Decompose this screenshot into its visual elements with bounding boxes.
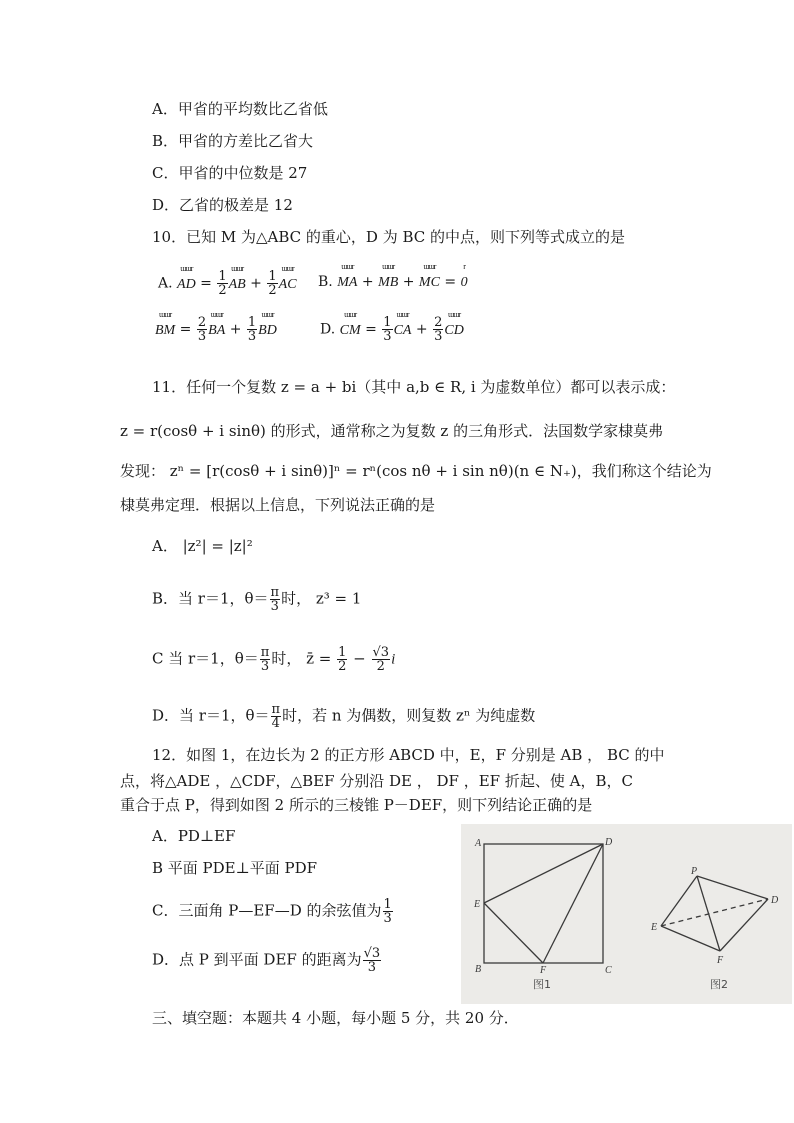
fig2-label-e: E xyxy=(651,922,658,933)
q9-option-b: B．甲省的方差比乙省大 xyxy=(152,132,314,150)
q12-stem-line1: 12．如图 1，在边长为 2 的正方形 ABCD 中，E，F 分别是 AB ， BC 的中 xyxy=(152,746,665,764)
q9-option-d: D．乙省的极差是 12 xyxy=(152,196,293,214)
fig1-line-ed xyxy=(484,844,603,903)
q10-stem: 10．已知 M 为△ABC 的重心，D 为 BC 的中点，则下列等式成立的是 xyxy=(152,228,626,246)
q9-option-a: A．甲省的平均数比乙省低 xyxy=(152,100,328,118)
q12-stem-line3: 重合于点 P，得到如图 2 所示的三棱锥 P－DEF，则下列结论正确的是 xyxy=(120,796,593,814)
fig1-caption: 图1 xyxy=(533,978,551,991)
fig1-label-d: D xyxy=(605,837,613,848)
fig2-line-pd xyxy=(697,876,768,899)
q11-option-b: B．当 r＝1，θ＝ $\frac{\pi}{3}$ 时， z³ = 1 xyxy=(152,585,362,614)
q11-option-d: D．当 r＝1，θ＝ $\frac{\pi}{4}$ 时，若 n 为偶数，则复数 zⁿ 为纯虚数 xyxy=(152,702,536,731)
q11-stem-line3: 发现： zⁿ = [r(cosθ + i sinθ)]ⁿ = rⁿ(cos nθ + i sin nθ)(n ∈ N₊)，我们称这个结论为 xyxy=(120,462,712,480)
q11-stem-line4: 棣莫弗定理．根据以上信息，下列说法正确的是 xyxy=(120,496,436,514)
figure-drawing xyxy=(461,824,792,1004)
q12-option-b: B 平面 PDE⊥平面 PDF xyxy=(152,859,318,877)
fig1-label-f: F xyxy=(540,965,547,976)
fig1-square xyxy=(484,844,603,963)
fig2-line-ef xyxy=(661,926,720,951)
fig1-line-df xyxy=(543,844,603,963)
q11-stem-line2: z = r(cosθ + i sinθ) 的形式，通常称之为复数 z 的三角形式．法国数学家棣莫弗 xyxy=(120,422,664,440)
q10-option-d: D. CM ɯɯr = $\frac{1}{3}$ CA ɯɯr + $\frac{2}{3}$ CD ɯɯr xyxy=(320,309,464,344)
section3-heading: 三、填空题：本题共 4 小题，每小题 5 分，共 20 分． xyxy=(152,1009,519,1027)
q12-option-d: D．点 P 到平面 DEF 的距离为 $\frac{√3}{3}$ xyxy=(152,946,381,975)
fig1-label-c: C xyxy=(605,965,612,976)
q10-option-b: B. MA ɯɯr + MB ɯɯr + MC ɯɯr = 0 r xyxy=(318,262,468,290)
q11-stem-line1: 11．任何一个复数 z = a + bi（其中 a,b ∈ R, i 为虚数单位）都可以表示成： xyxy=(152,378,676,396)
q12-option-a: A．PD⊥EF xyxy=(152,827,236,845)
fig2-label-p: P xyxy=(691,866,698,877)
fig2-label-f: F xyxy=(717,955,724,966)
q11-option-a: A． |z²| = |z|² xyxy=(152,537,253,555)
q10-option-c: BM ɯɯr = $\frac{2}{3}$ BA ɯɯr + $\frac{1}{3}$ BD ɯɯr xyxy=(155,309,277,344)
fig2-caption: 图2 xyxy=(710,978,728,991)
q12-stem-line2: 点，将△ADE ，△CDF，△BEF 分别沿 DE ， DF ，EF 折起、使 A，B，C xyxy=(120,772,633,790)
fig1-label-e: E xyxy=(474,899,481,910)
q10-option-a: A. AD ɯɯr = $\frac{1}{2}$ AB ɯɯr + $\frac{1}{2}$ AC ɯɯr xyxy=(158,263,297,298)
q12-option-c: C．三面角 P—EF—D 的余弦值为 $\frac{1}{3}$ xyxy=(152,897,392,926)
fig1-label-b: B xyxy=(475,964,482,975)
fig2-label-d: D xyxy=(771,895,779,906)
q9-option-c: C．甲省的中位数是 27 xyxy=(152,164,308,182)
q11-option-c: C 当 r＝1，θ＝ $\frac{\pi}{3}$ 时， z̄ = $\frac{1}{2}$ − $\frac{√3}{2}$ i xyxy=(152,645,396,674)
geometry-figure xyxy=(461,824,792,1004)
fig2-line-fd xyxy=(720,899,768,951)
fig1-label-a: A xyxy=(475,838,482,849)
fig1-line-ef xyxy=(484,903,543,963)
